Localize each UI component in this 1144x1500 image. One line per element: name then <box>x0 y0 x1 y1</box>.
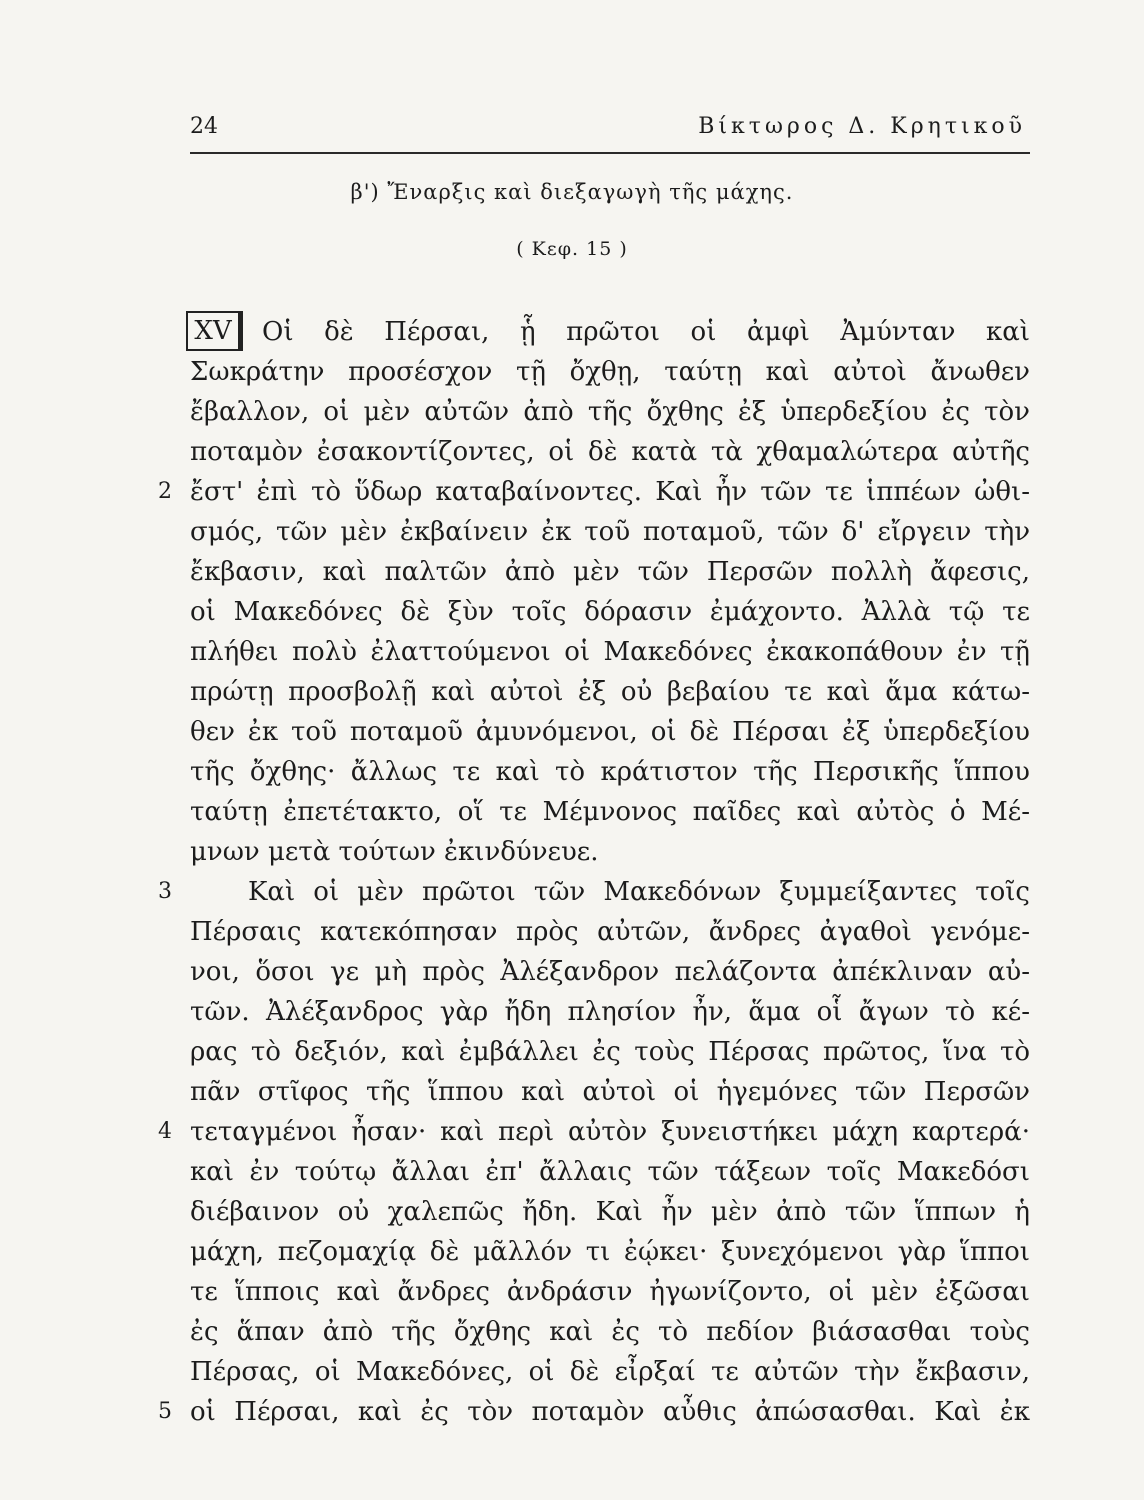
text-line: διέβαινον οὐ χαλεπῶς ἤδη. Καὶ ἦν μὲν ἀπὸ τῶν ἵππων ἡ <box>190 1197 1030 1227</box>
running-head <box>190 100 1030 154</box>
text-line: Πέρσας, οἱ Μακεδόνες, οἱ δὲ εἶρξαί τε αὐτῶν τὴν ἔκβασιν, <box>190 1357 1030 1387</box>
text-line: τεταγμένοι ἦσαν· καὶ περὶ αὐτὸν ξυνειστήκει μάχη καρτερά· <box>190 1117 1030 1147</box>
text-line: Σωκράτην προσέσχον τῇ ὄχθῃ, ταύτῃ καὶ αὐτοὶ ἄνωθεν <box>190 357 1030 387</box>
running-head-author: Βίκτωρος Δ. Κρητικοῦ <box>698 114 1026 139</box>
text-line: ἐς ἅπαν ἀπὸ τῆς ὄχθης καὶ ἐς τὸ πεδίον βιάσασθαι τοὺς <box>190 1317 1030 1347</box>
text-line: πλήθει πολὺ ἐλαττούμενοι οἱ Μακεδόνες ἐκακοπάθουν ἐν τῇ <box>190 637 1030 667</box>
text-line: ρας τὸ δεξιόν, καὶ ἐμβάλλει ἐς τοὺς Πέρσας πρῶτος, ἵνα τὸ <box>190 1037 1030 1067</box>
text-line: σμός, τῶν μὲν ἐκβαίνειν ἐκ τοῦ ποταμοῦ, τῶν δ' εἴργειν τὴν <box>190 517 1030 547</box>
text-line: μνων μετὰ τούτων ἐκινδύνευε. <box>190 837 599 867</box>
margin-section-number: 4 <box>158 1119 172 1144</box>
text-line: ἔβαλλον, οἱ μὲν αὐτῶν ἀπὸ τῆς ὄχθης ἐξ ὑπερδεξίου ἐς τὸν <box>190 397 1030 427</box>
page-number: 24 <box>190 114 218 139</box>
text-line: μάχη, πεζομαχίᾳ δὲ μᾶλλόν τι ἐῴκει· ξυνεχόμενοι γὰρ ἵπποι <box>190 1237 1030 1267</box>
text-line: νοι, ὅσοι γε μὴ πρὸς Ἀλέξανδρον πελάζοντα ἀπέκλιναν αὐ- <box>190 957 1030 987</box>
text-line: ποταμὸν ἐσακοντίζοντες, οἱ δὲ κατὰ τὰ χθαμαλώτερα αὐτῆς <box>190 437 1030 467</box>
chapter-reference: ( Κεφ. 15 ) <box>516 238 628 260</box>
text-line: τῆς ὄχθης· ἄλλως τε καὶ τὸ κράτιστον τῆς Περσικῆς ἵππου <box>190 757 1030 787</box>
text-line: ἔκβασιν, καὶ παλτῶν ἀπὸ μὲν τῶν Περσῶν πολλὴ ἄφεσις, <box>190 557 1030 587</box>
text-line: Καὶ οἱ μὲν πρῶτοι τῶν Μακεδόνων ξυμμείξαντες τοῖς <box>248 877 1030 907</box>
text-line: ταύτῃ ἐπετέτακτο, οἵ τε Μέμνονος παῖδες καὶ αὐτὸς ὁ Μέ- <box>190 797 1030 827</box>
margin-section-number: 2 <box>158 479 172 504</box>
text-line: πᾶν στῖφος τῆς ἵππου καὶ αὐτοὶ οἱ ἡγεμόνες τῶν Περσῶν <box>190 1077 1030 1107</box>
section-title: β') Ἔναρξις καὶ διεξαγωγὴ τῆς μάχης. <box>350 180 794 204</box>
chapter-numeral: XV <box>186 311 243 351</box>
margin-section-number: 5 <box>158 1399 172 1424</box>
text-line: καὶ ἐν τούτῳ ἄλλαι ἐπ' ἄλλαις τῶν τάξεων τοῖς Μακεδόσι <box>190 1157 1030 1187</box>
text-line: πρώτῃ προσβολῇ καὶ αὐτοὶ ἐξ οὐ βεβαίου τε καὶ ἅμα κάτω- <box>190 677 1030 707</box>
text-line: οἱ Πέρσαι, καὶ ἐς τὸν ποταμὸν αὖθις ἀπώσασθαι. Καὶ ἐκ <box>190 1397 1030 1427</box>
text-line: τε ἵπποις καὶ ἄνδρες ἀνδράσιν ἠγωνίζοντο, οἱ μὲν ἐξῶσαι <box>190 1277 1030 1307</box>
text-line: Οἱ δὲ Πέρσαι, ᾗ πρῶτοι οἱ ἀμφὶ Ἀμύνταν καὶ <box>262 317 1030 347</box>
text-line: θεν ἐκ τοῦ ποταμοῦ ἀμυνόμενοι, οἱ δὲ Πέρσαι ἐξ ὑπερδεξίου <box>190 717 1030 747</box>
text-line: τῶν. Ἀλέξανδρος γὰρ ἤδη πλησίον ἦν, ἅμα οἷ ἄγων τὸ κέ- <box>190 997 1030 1027</box>
text-line: ἔστ' ἐπὶ τὸ ὕδωρ καταβαίνοντες. Καὶ ἦν τῶν τε ἱππέων ὠθι- <box>190 477 1030 507</box>
text-line: Πέρσαις κατεκόπησαν πρὸς αὐτῶν, ἄνδρες ἀγαθοὶ γενόμε- <box>190 917 1030 947</box>
margin-section-number: 3 <box>158 879 172 904</box>
text-line: οἱ Μακεδόνες δὲ ξὺν τοῖς δόρασιν ἐμάχοντο. Ἀλλὰ τῷ τε <box>190 597 1030 627</box>
